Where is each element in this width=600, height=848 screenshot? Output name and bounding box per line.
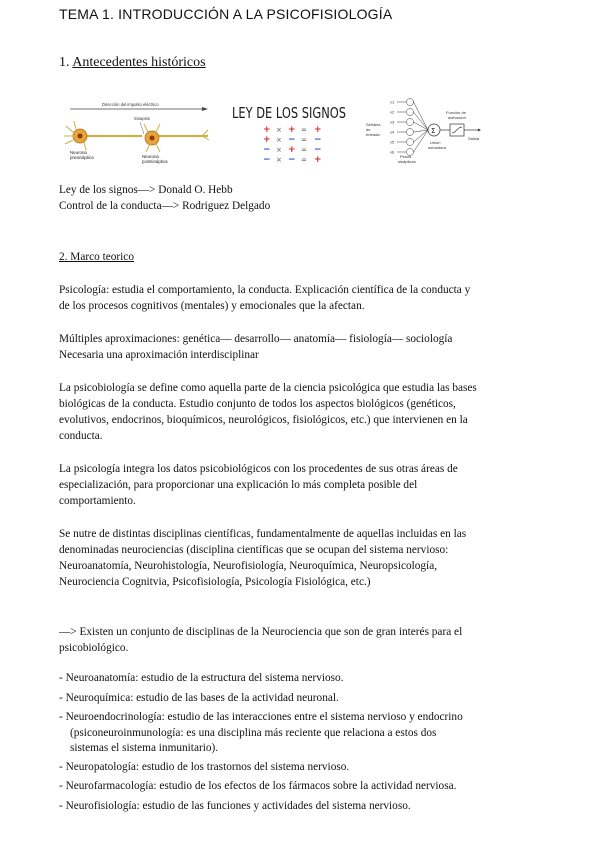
p3-line-2: biológicas de la conducta. Estudio conjunto de todos los aspectos biológicos (genéticos,	[59, 398, 456, 410]
p6-line-1: —> Existen un conjunto de disciplinas de la Neurociencia que son de gran interés para el	[59, 626, 463, 638]
weight-node-4	[407, 139, 414, 146]
ley-de-los-signos-figure	[230, 96, 350, 168]
fig3-output-label: Salida	[468, 136, 480, 141]
signs-grid	[263, 125, 322, 165]
bullet-neuroquimica: - Neuroquímica: estudio de las bases de la actividad neuronal.	[59, 692, 339, 704]
fig2-heading: LEY DE LOS SIGNOS	[232, 104, 346, 122]
p3-line-3: evolutivos, endocrinos, bioquímicos, neurológicos, fisiológicos, etc.) que intervienen en la	[59, 414, 468, 426]
sign-r0-c1: ×	[276, 126, 282, 134]
weight-node-1	[407, 109, 414, 116]
p2-line-2: Necesaria una aproximación interdisciplinar	[59, 349, 259, 361]
fig1-post-label-1: Neurona	[142, 154, 159, 159]
weight-to-sum-line-1	[414, 112, 429, 130]
sign-r0-c2: +	[288, 125, 296, 135]
p3-line-4: conducta.	[59, 430, 103, 442]
sign-r3-c3: =	[301, 156, 307, 164]
bullet-neurofisiologia: - Neurofisiología: estudio de las funciones y actividades del sistema nervioso.	[59, 800, 411, 812]
bullet-neurofarmacologia: - Neurofarmacología: estudio de los efectos de los fármacos sobre la actividad nerviosa.	[59, 780, 457, 792]
sign-r1-c2: −	[288, 135, 296, 145]
weight-to-sum-line-5	[414, 130, 429, 152]
fig3-union-label-2: sumadora	[428, 145, 446, 150]
p4-line-2: especialización, para proporcionar una explicación lo más completa posible del	[59, 479, 418, 491]
document-title: TEMA 1. INTRODUCCIÓN A LA PSICOFISIOLOGÍA	[59, 6, 393, 22]
sign-r2-c1: ×	[276, 146, 282, 154]
p5-line-4: Neurociencia Cognitvia, Psicofisiología, Psicología Fisiológica, etc.)	[59, 576, 371, 588]
weight-node-0	[407, 99, 414, 106]
fig3-inputs-label-2: de	[366, 127, 371, 132]
sign-r2-c4: −	[314, 145, 322, 155]
bullet-neuropatologia: - Neuropatología: estudio de los trastornos del sistema nervioso.	[59, 761, 350, 773]
fig3-activation-label-1: Función de	[446, 110, 466, 115]
history-line-delgado: Control de la conducta—> Rodriguez Delgado	[59, 200, 271, 212]
synapse-pointer	[140, 122, 144, 134]
fig3-inputs-label-1: Señales	[366, 122, 381, 127]
fig3-union-label-1: Unión	[430, 140, 441, 145]
weight-node-2	[407, 119, 414, 126]
output-arrow-head	[478, 129, 481, 132]
p3-line-1: La psicobiología se define como aquella parte de la ciencia psicológica que estudia las bases	[59, 382, 477, 394]
history-line-hebb: Ley de los signos—> Donald O. Hebb	[59, 184, 233, 196]
p5-line-2: denominadas neurociencias (disciplina científicas que se ocupan del sistema nervioso:	[59, 544, 449, 556]
sign-r1-c3: =	[301, 136, 307, 144]
bullet-neuroendocrinologia: - Neuroendocrinología: estudio de las interacciones entre el sistema nervioso y endocrino	[59, 711, 463, 723]
p1-line-2: de los procesos cognitivos (mentales) y emocionales que la afectan.	[59, 300, 365, 312]
fig3-inputs-label-3: entrada	[366, 132, 380, 137]
sign-r2-c3: =	[301, 146, 307, 154]
weight-node-3	[407, 129, 414, 136]
sign-r1-c1: ×	[276, 136, 282, 144]
p2-line-1: Múltiples aproximaciones: genética— desarrollo— anatomía— fisiología— sociología	[59, 333, 453, 345]
input-label-2: x3	[390, 119, 395, 125]
fig3-weights-label-2: sinápticos	[398, 159, 416, 164]
bullet-neuroendocrinologia-cont-2: sistemas el sistema inmunitario).	[70, 742, 219, 754]
p5-line-3: Neuroanatomía, Neurohistología, Neurofisiología, Neuroquímica, Neuropsicología,	[59, 560, 438, 572]
input-label-0: x1	[390, 99, 395, 105]
fig1-pre-label-2: presináptica	[70, 155, 94, 160]
fig3-activation-label-2: activación	[448, 115, 466, 120]
sign-r0-c4: +	[314, 125, 322, 135]
sign-r3-c1: ×	[276, 156, 282, 164]
sign-r0-c3: =	[301, 126, 307, 134]
sigma-icon: Σ	[431, 127, 436, 135]
input-label-4: x5	[390, 139, 395, 145]
input-label-5: x6	[390, 149, 395, 155]
presynaptic-nucleus	[78, 134, 83, 139]
p6-line-2: psicobiológico.	[59, 642, 129, 654]
p5-line-1: Se nutre de distintas disciplinas científicas, fundamentalmente de aquellas incluidas en las	[59, 528, 467, 540]
sign-r2-c0: −	[263, 145, 271, 155]
fig3-weights-label-1: Pesos	[400, 154, 412, 159]
sign-r3-c0: −	[263, 155, 271, 165]
section-2-heading: 2. Marco teorico	[59, 251, 134, 263]
bullet-neuroanatomia: - Neuroanatomía: estudio de la estructura del sistema nervioso.	[59, 672, 344, 684]
network-inputs	[390, 99, 428, 156]
sign-r1-c0: +	[263, 135, 271, 145]
sign-r3-c2: −	[288, 155, 296, 165]
sign-r2-c2: +	[288, 145, 296, 155]
fig1-pre-label-1: Neurona	[70, 150, 87, 155]
p1-line-1: Psicología: estudia el comportamiento, la conducta. Explicación científica de la conducta y	[59, 284, 471, 296]
direction-arrow-head	[202, 107, 208, 111]
section-1-number: 1.	[59, 55, 70, 70]
fig1-synapse-label: Sinapsis	[134, 116, 150, 121]
sign-r3-c4: +	[314, 155, 322, 165]
sign-r0-c0: +	[263, 125, 271, 135]
input-label-3: x4	[390, 129, 395, 135]
sign-r1-c4: −	[314, 135, 322, 145]
fig1-direction-label: Dirección del impulso eléctrico	[102, 102, 159, 107]
bullet-neuroendocrinologia-cont-1: (psiconeuroinmunología: es una disciplina más reciente que relaciona a estos dos	[70, 727, 437, 739]
neural-model-figure	[364, 96, 494, 168]
neuron-synapse-figure	[62, 96, 212, 168]
p4-line-1: La psicología integra los datos psicobiológicos con los procedentes de sus otras áreas de	[59, 463, 458, 475]
p4-line-3: comportamiento.	[59, 495, 136, 507]
section-1-title: Antecedentes históricos	[72, 55, 206, 70]
input-label-1: x2	[390, 109, 395, 115]
section-1-heading	[59, 55, 206, 71]
fig1-post-label-2: postsináptica	[142, 159, 168, 164]
postsynaptic-nucleus	[150, 136, 155, 141]
